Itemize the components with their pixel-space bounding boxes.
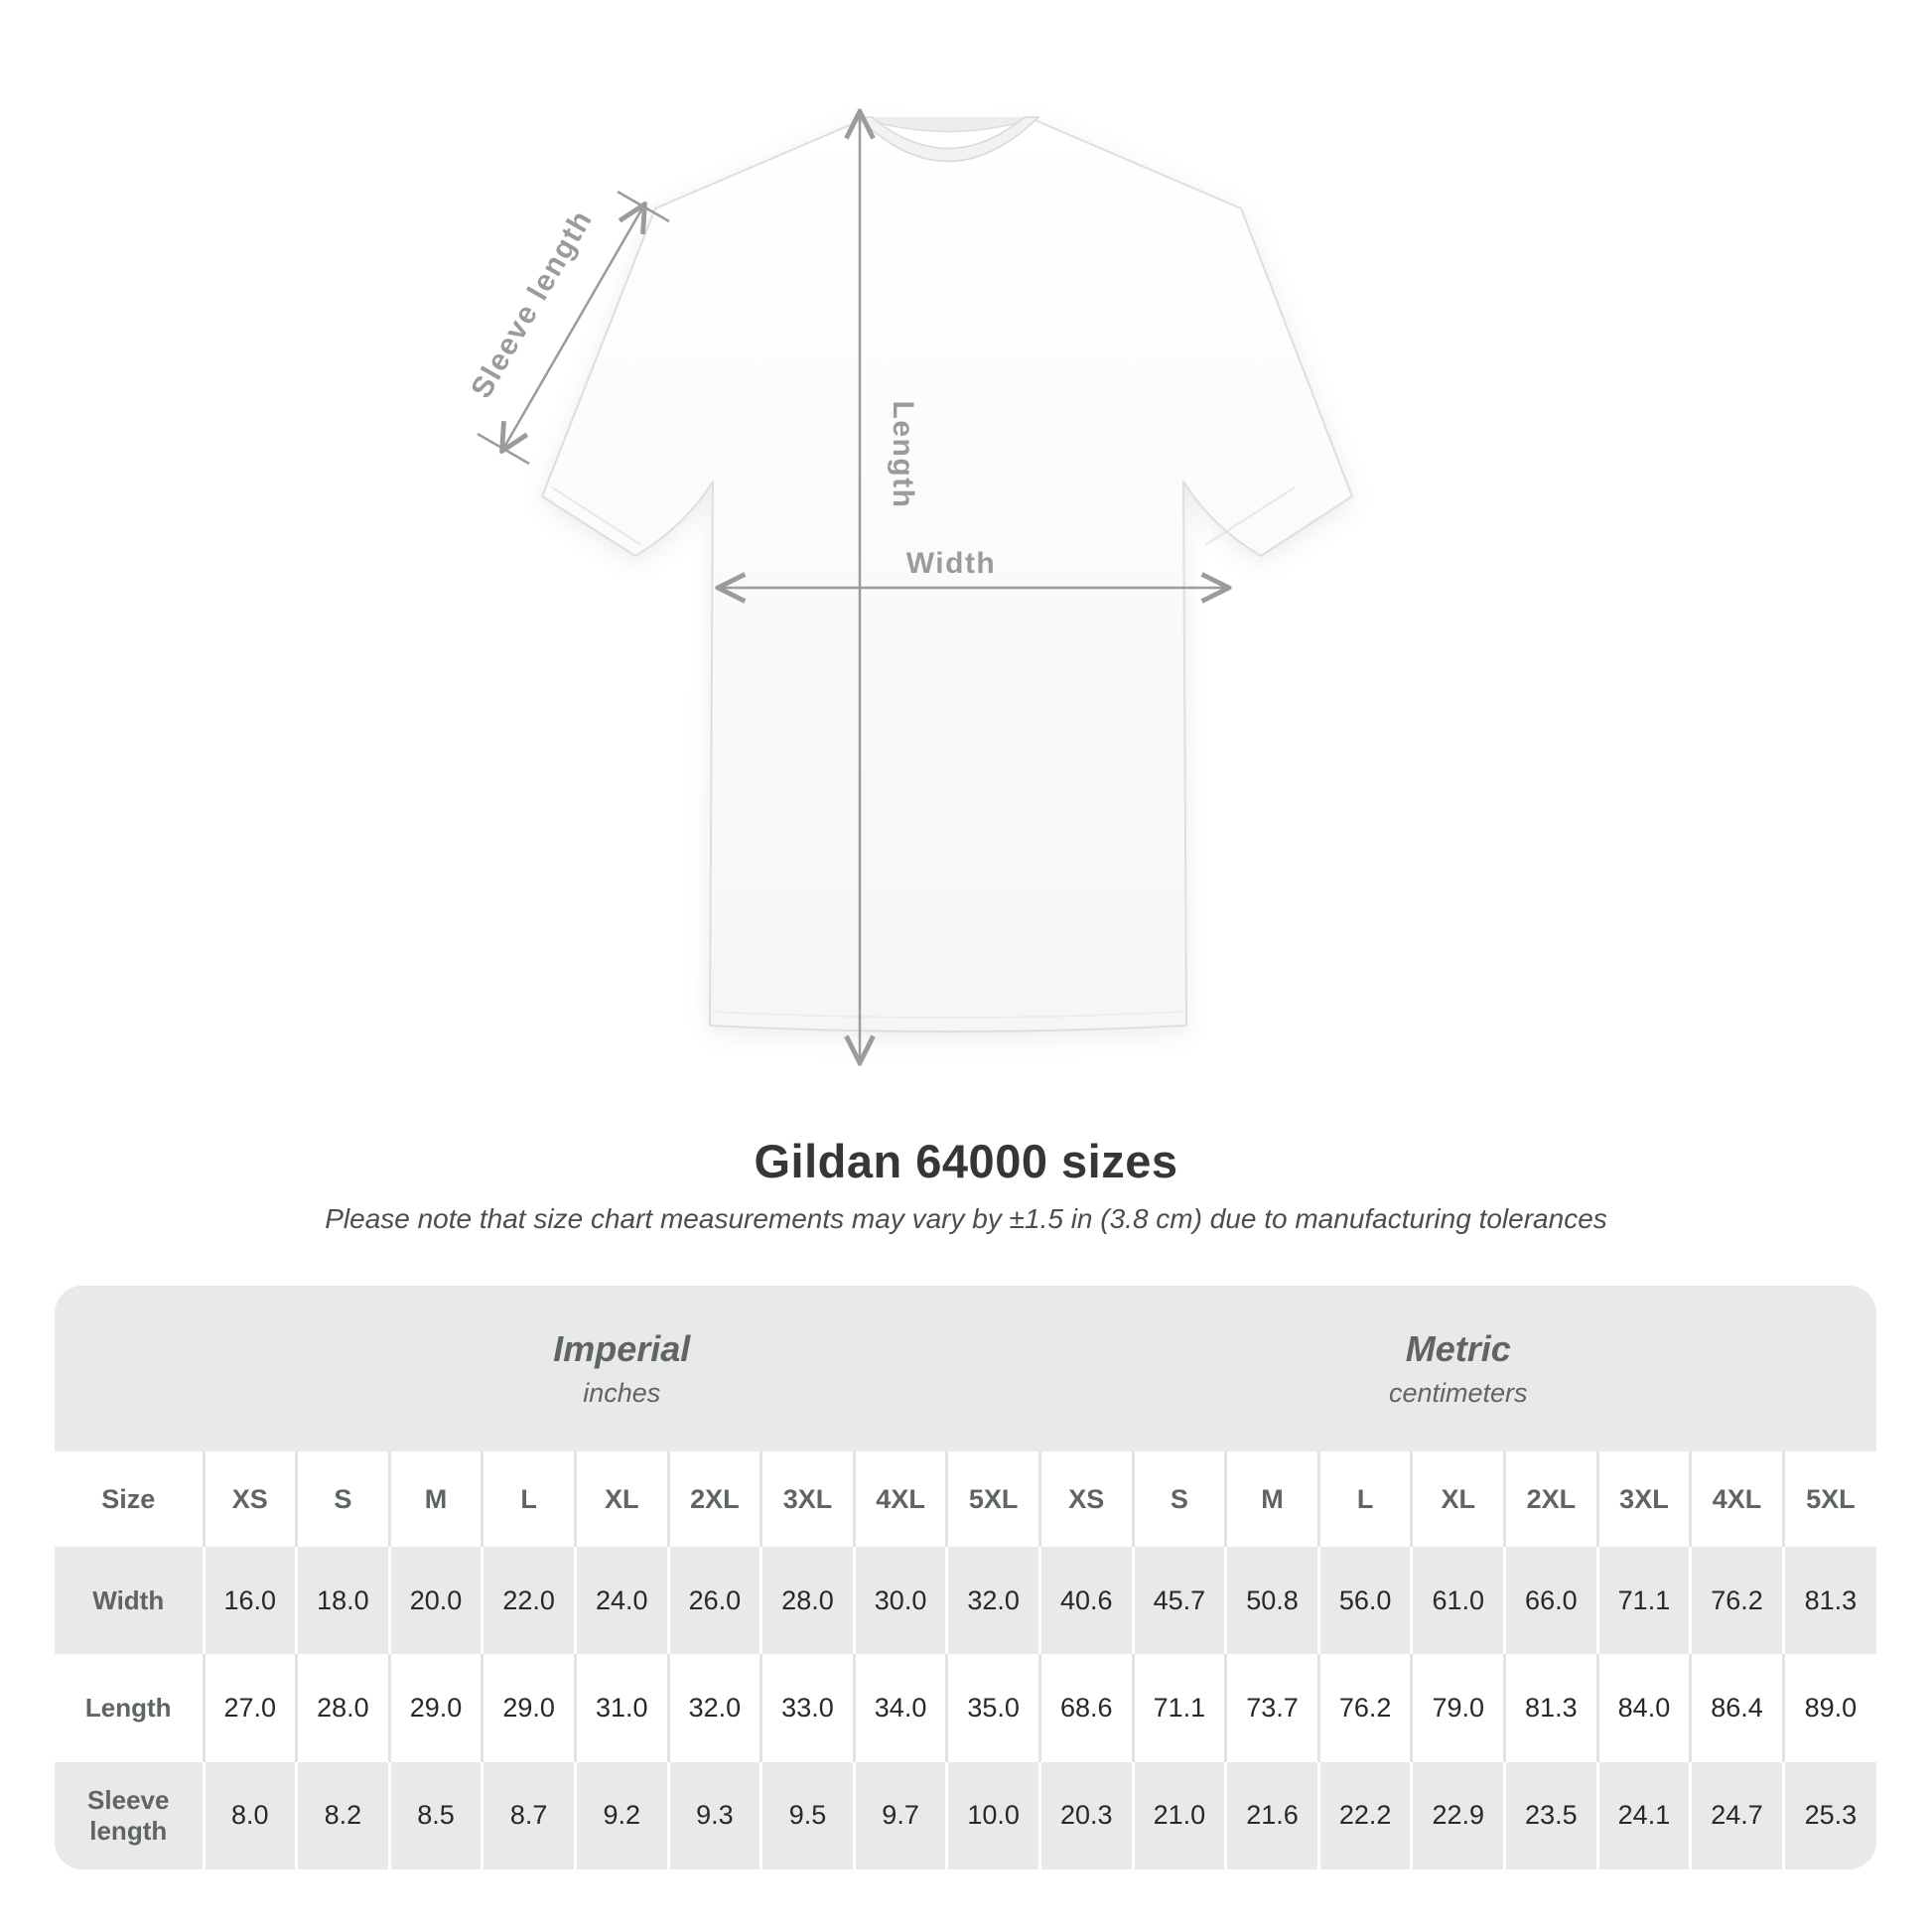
size-header-cell: 5XL [947, 1451, 1040, 1547]
page-subtitle: Please note that size chart measurements may vary by ±1.5 in (3.8 cm) due to manufacturing tolerances [325, 1203, 1607, 1234]
size-header-cell: 4XL [854, 1451, 947, 1547]
size-header-cell: 2XL [1505, 1451, 1598, 1547]
value-cell: 18.0 [297, 1547, 390, 1654]
value-cell: 81.3 [1505, 1654, 1598, 1761]
value-cell: 22.2 [1318, 1762, 1412, 1869]
value-cell: 20.3 [1039, 1762, 1133, 1869]
value-cell: 28.0 [297, 1654, 390, 1761]
value-cell: 8.7 [483, 1762, 576, 1869]
row-label: Width [92, 1585, 165, 1615]
value-cell: 24.0 [575, 1547, 668, 1654]
value-cell: 71.1 [1597, 1547, 1691, 1654]
size-header-cell: M [389, 1451, 483, 1547]
value-cell: 73.7 [1226, 1654, 1319, 1761]
value-cell: 24.7 [1691, 1762, 1784, 1869]
value-cell: 30.0 [854, 1547, 947, 1654]
size-header-cell: XS [1039, 1451, 1133, 1547]
value-cell: 89.0 [1783, 1654, 1876, 1761]
size-header-cell: 5XL [1783, 1451, 1876, 1547]
size-header-cell: XL [1412, 1451, 1505, 1547]
unit-header-imperial: Imperial inches [204, 1286, 1039, 1451]
value-cell: 22.9 [1412, 1762, 1505, 1869]
width-label: Width [905, 547, 997, 580]
table-row [55, 1762, 1876, 1869]
value-cell: 9.3 [668, 1762, 761, 1869]
value-cell: 32.0 [668, 1654, 761, 1761]
value-cell: 68.6 [1039, 1654, 1133, 1761]
size-header-cell: XL [575, 1451, 668, 1547]
value-cell: 29.0 [389, 1654, 483, 1761]
value-cell: 22.0 [483, 1547, 576, 1654]
unit-header-metric: Metric centimeters [1039, 1286, 1876, 1451]
value-cell: 81.3 [1783, 1547, 1876, 1654]
value-cell: 29.0 [483, 1654, 576, 1761]
size-header-cell: S [1133, 1451, 1226, 1547]
size-header-cell: L [1318, 1451, 1412, 1547]
value-cell: 84.0 [1597, 1654, 1691, 1761]
size-table-body [55, 1547, 1876, 1869]
value-cell: 10.0 [947, 1762, 1040, 1869]
size-header-cell: 3XL [761, 1451, 855, 1547]
size-header-cell: XS [204, 1451, 297, 1547]
value-cell: 61.0 [1412, 1547, 1505, 1654]
size-header-cell: 2XL [668, 1451, 761, 1547]
value-cell: 16.0 [204, 1547, 297, 1654]
size-header-cell: M [1226, 1451, 1319, 1547]
value-cell: 21.0 [1133, 1762, 1226, 1869]
value-cell: 9.7 [854, 1762, 947, 1869]
sleeve-length-label: Sleeve length [465, 204, 600, 404]
size-header-cell: 4XL [1691, 1451, 1784, 1547]
table-row [55, 1654, 1876, 1761]
value-cell: 31.0 [575, 1654, 668, 1761]
value-cell: 23.5 [1505, 1762, 1598, 1869]
page-title: Gildan 64000 sizes [754, 1135, 1178, 1187]
value-cell: 66.0 [1505, 1547, 1598, 1654]
row-label: Length [84, 1692, 172, 1723]
value-cell: 50.8 [1226, 1547, 1319, 1654]
value-cell: 79.0 [1412, 1654, 1505, 1761]
value-cell: 86.4 [1691, 1654, 1784, 1761]
value-cell: 9.5 [761, 1762, 855, 1869]
value-cell: 20.0 [389, 1547, 483, 1654]
size-table [55, 1286, 1876, 1869]
value-cell: 40.6 [1039, 1547, 1133, 1654]
value-cell: 35.0 [947, 1654, 1040, 1761]
value-cell: 33.0 [761, 1654, 855, 1761]
value-cell: 26.0 [668, 1547, 761, 1654]
size-header-cell: 3XL [1597, 1451, 1691, 1547]
row-label: Sleeve length [87, 1784, 170, 1846]
value-cell: 8.0 [204, 1762, 297, 1869]
table-row [55, 1547, 1876, 1654]
tshirt-diagram [457, 84, 1390, 1082]
value-cell: 34.0 [854, 1654, 947, 1761]
value-cell: 27.0 [204, 1654, 297, 1761]
size-header-row [55, 1451, 1876, 1547]
value-cell: 45.7 [1133, 1547, 1226, 1654]
size-header-cell: L [483, 1451, 576, 1547]
unit-header-row [55, 1286, 1876, 1451]
value-cell: 25.3 [1783, 1762, 1876, 1869]
size-column-header: Size [101, 1483, 156, 1514]
value-cell: 71.1 [1133, 1654, 1226, 1761]
value-cell: 28.0 [761, 1547, 855, 1654]
value-cell: 76.2 [1318, 1654, 1412, 1761]
value-cell: 24.1 [1597, 1762, 1691, 1869]
length-label: Length [887, 400, 919, 509]
value-cell: 8.5 [389, 1762, 483, 1869]
value-cell: 8.2 [297, 1762, 390, 1869]
value-cell: 56.0 [1318, 1547, 1412, 1654]
size-header-cell: S [297, 1451, 390, 1547]
corner-cell [55, 1286, 204, 1451]
value-cell: 21.6 [1226, 1762, 1319, 1869]
value-cell: 9.2 [575, 1762, 668, 1869]
value-cell: 32.0 [947, 1547, 1040, 1654]
size-table-container [55, 1286, 1876, 1869]
size-table-head [55, 1286, 1876, 1547]
value-cell: 76.2 [1691, 1547, 1784, 1654]
